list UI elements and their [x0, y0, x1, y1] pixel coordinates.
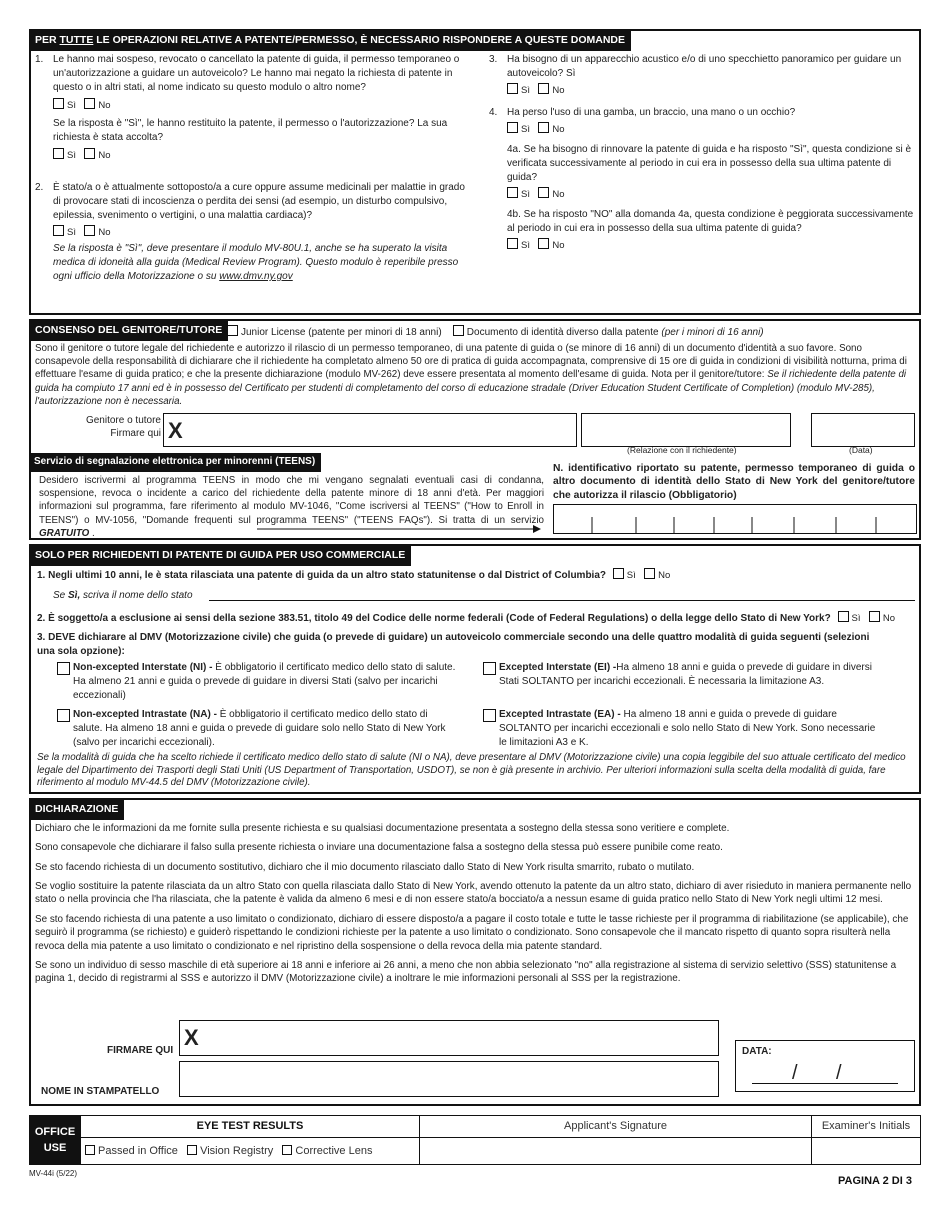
q1-no-checkbox[interactable] [84, 98, 95, 109]
relationship-field[interactable] [581, 413, 791, 447]
commercial-note: Se la modalità di guida che ha scelto richiede il certificato medico dello stato di salute (NI o NA), deve presentare al DMV (Motorizzazione civile) una copia leggibile del suo attuale certificato del medico legale del Dipartimento dei Trasporti degli Stati Uniti (US Department of Transportation, USDOT), se non è già presente in archivio. Per ulteriori informazioni sulla scelta della modalità di guida, fare riferimento al modulo MV-44.5 del DMV (Motorizzazione civile). [37, 752, 906, 789]
declaration-date-field[interactable]: DATA: / / [735, 1040, 915, 1092]
consent-text: Sono il genitore o tutore legale del richiedente e autorizzo il rilascio di un permesso temporaneo, di una patente di guida o (se minore di 16 anni) di un documento d'identità a suo favore. Sono consapevole della responsabilità di dichiarare che il richiedente ha completato almeno 50 ore di pratica di guida accompagnata, comprensive di 15 ore di guida in condizioni di visibilità notturna, prima di effettuare l'esame di guida pratico; e che la presente dichiarazione (modulo MV-262) deve essere presentata al momento dell'esame di guida. Nota per il genitore/tutore: Se il richiedente della patente di guida ha compiuto 17 anni ed è in possesso del Certificato per studenti di completamento del corso di educazione stradale (Driver Education Student Certificate of Completion) (modulo MV-285), l'autorizzazione non è necessaria. [35, 343, 907, 407]
ei-checkbox[interactable] [483, 662, 496, 675]
q4b-no-checkbox[interactable] [538, 238, 549, 249]
parent-sign-label: Genitore o tutore Firmare qui [85, 415, 161, 439]
parent-id-number-field[interactable] [553, 504, 917, 534]
print-name-field[interactable] [179, 1061, 719, 1097]
eye-test-header: EYE TEST RESULTS [81, 1116, 420, 1138]
id-number-label: N. identificativo riportato su patente, permesso temporaneo di guida o altro documento di identità dello Stato di New York del genitore/tutore che autorizza il rilascio (Obbligatorio) [553, 463, 915, 501]
cdl-question-2: 2. È soggetto/a a esclusione ai sensi della sezione 383.51, titolo 49 del Codice delle norme federali (Code of Federal Regulations) o della legge dello Stato di New York? Sì No [37, 613, 895, 624]
cdl-state-field[interactable] [209, 600, 915, 601]
option-na: Non-excepted Intrastate (NA) - È obbligatorio il certificato medico dello stato di salute. Ha almeno 18 anni e guida o prevede di guidare solo nello Stato di New York (salvo per incarichi eccezionali). [57, 708, 457, 750]
option-ni: Non-excepted Interstate (NI) - È obbligatorio il certificato medico dello stato di salute. Ha almeno 21 anni e guida o prevede di guidare in diversi Stati (salvo per incarichi eccezionali) [57, 661, 457, 703]
q4a-no-checkbox[interactable] [538, 187, 549, 198]
question-1: 1. Le hanno mai sospeso, revocato o cancellato la patente di guida, il permesso temporaneo o un'autorizzazione a guidare un autoveicolo? Le hanno mai negato la richiesta di patente in questo o in altri stati, al nome indicato su questo modulo o altro nome? Sì No Se la risposta è "Sì", le hanno restituito la patente, il permesso o l'autorizzazione? La sua richiesta è stata accolta? Sì No [35, 54, 460, 161]
corrective-lens-checkbox[interactable] [282, 1145, 292, 1155]
section-declaration [29, 798, 921, 1106]
applicant-signature-field[interactable]: X [179, 1020, 719, 1056]
q2-no-checkbox[interactable] [84, 225, 95, 236]
sign-here-label: FIRMARE QUI [107, 1045, 174, 1056]
ea-checkbox[interactable] [483, 709, 496, 722]
cdl-question-1: 1. Negli ultimi 10 anni, le è stata rilasciata una patente di guida da un altro stato statunitense o dal District of Columbia? Sì No [37, 570, 671, 581]
dmv-link[interactable]: www.dmv.ny.gov [219, 271, 293, 282]
cdl-question-3: 3. DEVE dichiarare al DMV (Motorizzazione civile) che guida (o prevede di guidare) un autoveicolo commerciale secondo una delle quattro modalità di guida seguenti (selezioni una sola opzione): [37, 632, 870, 657]
na-checkbox[interactable] [57, 709, 70, 722]
section-commercial-header: SOLO PER RICHIEDENTI DI PATENTE DI GUIDA PER USO COMMERCIALE [31, 546, 411, 566]
q1-yes-checkbox[interactable] [53, 98, 64, 109]
cdl-q2-no-checkbox[interactable] [869, 611, 880, 622]
vision-registry-checkbox[interactable] [187, 1145, 197, 1155]
cdl-state-label: Se Sì, scriva il nome dello stato [53, 590, 193, 601]
examiner-initials-cell[interactable] [812, 1138, 921, 1165]
junior-license-checkbox[interactable] [227, 325, 238, 336]
ni-checkbox[interactable] [57, 662, 70, 675]
eye-test-options: Passed in Office Vision Registry Corrective Lens [81, 1138, 420, 1165]
office-use-label: OFFICE USE [30, 1116, 81, 1165]
parent-date-field[interactable] [811, 413, 915, 447]
q4-yes-checkbox[interactable] [507, 122, 518, 133]
applicant-signature-header: Applicant's Signature [420, 1116, 812, 1138]
teens-text: Desidero iscrivermi al programma TEENS in modo che mi vengano segnalati eventuali casi di condanna, sospensione, revoca o incidente a carico del richiedente della patente minore di 18 anni d'età. Per maggiori informazioni sul programma, fare riferimento al modulo MV-1046, "Come iscriversi al TEENS" ("How to Enroll in TEENS") o MV-1056, "Domande frequenti sul programma TEENS" ("TEENS FAQs"). Si tratta di un servizio GRATUITO . [39, 475, 544, 539]
passed-in-office-checkbox[interactable] [85, 1145, 95, 1155]
section-commercial [29, 544, 921, 794]
q1b-no-checkbox[interactable] [84, 148, 95, 159]
id-document-checkbox[interactable] [453, 325, 464, 336]
teens-arrow-icon [257, 524, 541, 532]
cdl-q1-yes-checkbox[interactable] [613, 568, 624, 579]
cdl-q1-no-checkbox[interactable] [644, 568, 655, 579]
office-use-table [29, 1115, 921, 1165]
page-number: PAGINA 2 DI 3 [838, 1175, 912, 1187]
section-questions-header: PER TUTTE LE OPERAZIONI RELATIVE A PATENTE/PERMESSO, È NECESSARIO RISPONDERE A QUESTE DOMANDE [31, 31, 631, 51]
consent-options: Junior License (patente per minori di 18 anni) Documento di identità diverso dalla patente (per i minori di 16 anni) [227, 325, 764, 340]
form-number: MV-44i (5/22) [29, 1169, 78, 1178]
q3-no-checkbox[interactable] [538, 83, 549, 94]
declaration-p4: Se voglio sostituire la patente rilasciata da un altro Stato con quella rilasciata dallo Stato di New York, avendo ottenuto la patente da un altro stato, dichiaro di aver risieduto in maniera permanente nello stato o nella provincia che l'ha rilasciata, che la patente è valida da almeno 6 mesi e di non essere stato/a bocciato/a a nessun esame di guida pratico nello Stato di New York negli ultimi 12 mesi. [35, 881, 912, 906]
applicant-signature-cell[interactable] [420, 1138, 812, 1165]
parent-signature-field[interactable]: X [163, 413, 577, 447]
declaration-date-label: DATA: [742, 1046, 772, 1057]
question-2: 2. È stato/a o è attualmente sottoposto/a a cure oppure assume medicinali per malattie in grado di provocare stati di incoscienza o perdita dei sensi (ad esempio, un disturbo compulsivo, epilessia, svenimento o vertigini, o una malattia cardiaca)? Sì No Se la risposta è "Sì", deve presentare il modulo MV-80U.1, anche se ha superato la visita medica di idoneità alla guida (Medical Review Program). Questo modulo è reperibile presso ogni ufficio della Motorizzazione o su www.dmv.ny.gov [35, 182, 465, 282]
date-label: (Data) [849, 445, 873, 455]
q1b-yes-checkbox[interactable] [53, 148, 64, 159]
examiner-initials-header: Examiner's Initials [812, 1116, 921, 1138]
cdl-q2-yes-checkbox[interactable] [838, 611, 849, 622]
q2-yes-checkbox[interactable] [53, 225, 64, 236]
question-3: 3. Ha bisogno di un apparecchio acustico e/o di uno specchietto panoramico per guidare un autoveicolo? Sì Sì No 4. Ha perso l'uso di una gamba, un braccio, una mano o un occhio? Sì No 4a. Se ha bisogno di rinnovare la patente di guida e ha risposto "Sì", questa condizione si è verificata successivamente al periodo in cui era in possesso della sua ultima patente di guida? Sì No 4b. Se ha risposto "NO" alla domanda 4a, questa condizione è peggiorata successivamente al periodo in cui era in possesso della sua ultima patente di guida? Sì No [489, 54, 914, 251]
print-name-label: NOME IN STAMPATELLO [41, 1086, 160, 1097]
declaration-p3: Se sto facendo richiesta di un documento sostitutivo, dichiaro che il mio documento rilasciato dallo Stato di New York risulta smarrito, rubato o mutilato. [35, 861, 695, 873]
q3-yes-checkbox[interactable] [507, 83, 518, 94]
section-parent-consent [29, 319, 921, 540]
declaration-p6: Se sono un individuo di sesso maschile di età superiore ai 18 anni e inferiore ai 26 anni, a meno che non abbia selezionato "no" alla registrazione al sistema di servizio selettivo (SSS) statunitense a pagina 1, decido di registrarmi al SSS e autorizzo il DMV (Motorizzazione civile) a inoltrare le mie informazioni personali al SSS per la registrazione. [35, 959, 897, 985]
declaration-p1: Dichiaro che le informazioni da me fornite sulla presente richiesta e su qualsiasi documentazione presentata a sostegno della stessa sono veritiere e complete. [35, 823, 730, 834]
section-declaration-header: DICHIARAZIONE [31, 800, 124, 820]
section-questions [29, 29, 921, 315]
section-parent-consent-header: CONSENSO DEL GENITORE/TUTORE [31, 321, 228, 341]
q4-no-checkbox[interactable] [538, 122, 549, 133]
option-ea: Excepted Intrastate (EA) - Ha almeno 18 anni e guida o prevede di guidare SOLTANTO per incarichi eccezionali e solo nello Stato di New York. Sono necessarie le limitazioni A3 e K. [483, 708, 883, 750]
relationship-label: (Relazione con il richiedente) [627, 445, 737, 455]
declaration-text [35, 822, 917, 992]
option-ei: Excepted Interstate (EI) -Ha almeno 18 anni e guida o prevede di guidare in diversi Stati SOLTANTO per incarichi eccezionali. È necessaria la limitazione A3. [483, 661, 883, 689]
q4b-yes-checkbox[interactable] [507, 238, 518, 249]
declaration-p5: Se sto facendo richiesta di una patente a uso limitato o condizionato, dichiaro di essere disposto/a a pagare il costo totale e tutte le tasse richieste per il programma di riabilitazione (se applicabile), che seguirò il programma (se richiesto) e guiderò rispettando le condizioni richieste per la patente a uso limitato o condizionato. Sono consapevole che il mancato rispetto di quanto sopra risulterà nella revoca della mia patente a uso limitato o condizionato e nel ripristino della sospensione o della revoca della mia patente standard. [35, 913, 909, 952]
declaration-p2: Sono consapevole che dichiarare il falso sulla presente richiesta o inviare una documentazione falsa a sostegno della stessa può essere punibile come reato. [35, 842, 723, 854]
q4a-yes-checkbox[interactable] [507, 187, 518, 198]
teens-header: Servizio di segnalazione elettronica per minorenni (TEENS) [31, 453, 321, 472]
